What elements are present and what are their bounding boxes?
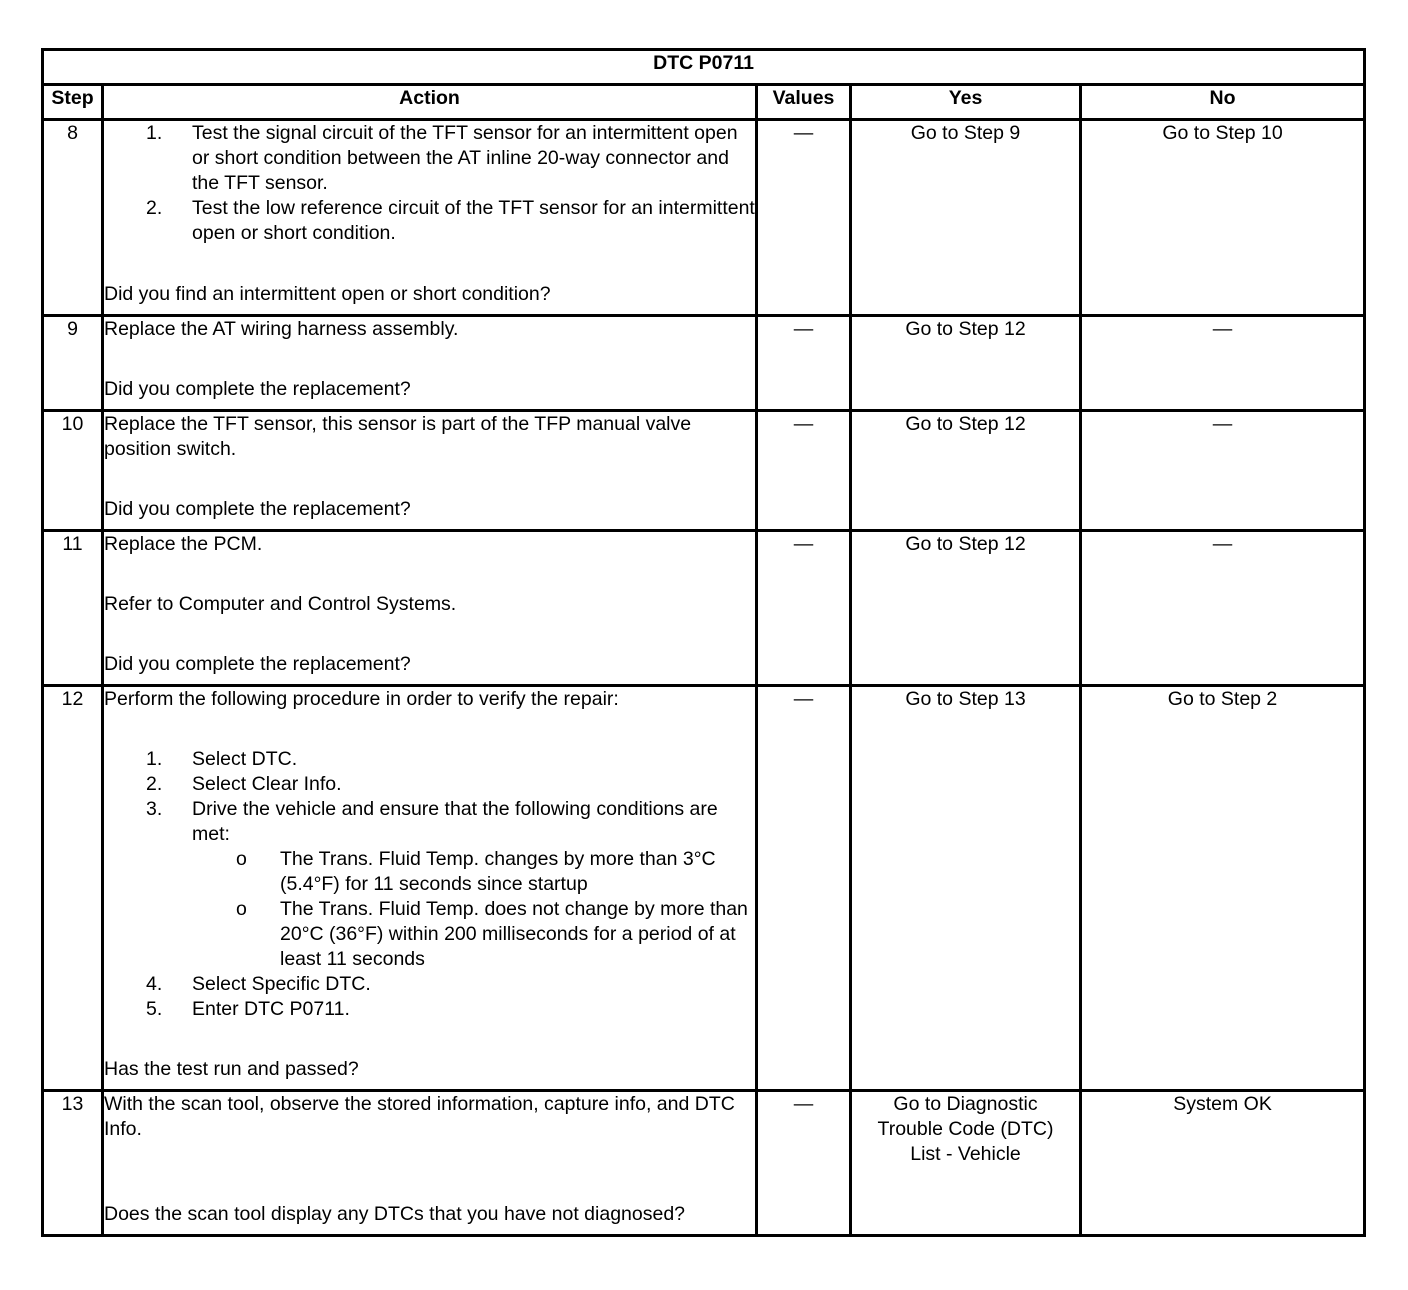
action-reference: Refer to Computer and Control Systems. <box>104 593 457 615</box>
list-item: 1. Select DTC. <box>146 748 298 770</box>
yes-cell: Go to Step 12 <box>851 411 1081 531</box>
action-question: Did you find an intermittent open or short condition? <box>104 283 551 305</box>
table-row <box>43 531 1365 686</box>
action-cell <box>103 316 757 411</box>
action-cell <box>103 686 757 1091</box>
header-yes: Yes <box>851 85 1081 120</box>
header-action: Action <box>103 85 757 120</box>
values-cell: — <box>757 316 851 411</box>
list-item: 1. Test the signal circuit of the TFT sensor for an intermittent open or short condition between the AT inline 20-way connector and the TFT sensor. <box>146 122 738 194</box>
no-cell: Go to Step 2 <box>1081 686 1365 1091</box>
action-text: Replace the PCM. <box>104 533 263 555</box>
action-cell <box>103 120 757 316</box>
table-title: DTC P0711 <box>43 50 1365 85</box>
header-values: Values <box>757 85 851 120</box>
action-list <box>104 121 755 246</box>
step-number: 10 <box>43 411 103 531</box>
header-no: No <box>1081 85 1365 120</box>
values-cell: — <box>757 411 851 531</box>
action-question: Did you complete the replacement? <box>104 653 411 675</box>
table-row <box>43 411 1365 531</box>
action-text: Replace the TFT sensor, this sensor is part of the TFP manual valve position switch. <box>104 413 692 460</box>
action-cell <box>103 411 757 531</box>
list-item: 3. Drive the vehicle and ensure that the following conditions are met: o The Trans. Fluid Temp. changes by more than 3°C (5.4°F) for 11 seconds since startup o The Trans. Fluid Temp. does not change by more than 20°C (36°F) within 200 milliseconds for a period of at least 11 seconds <box>104 797 755 972</box>
step-number: 8 <box>43 120 103 316</box>
yes-cell: Go to Step 12 <box>851 531 1081 686</box>
no-cell: — <box>1081 316 1365 411</box>
header-step: Step <box>43 85 103 120</box>
list-item: 2. Select Clear Info. <box>146 773 342 795</box>
no-cell: System OK <box>1081 1091 1365 1236</box>
no-cell: — <box>1081 411 1365 531</box>
action-question: Did you complete the replacement? <box>104 498 411 520</box>
action-cell <box>103 1091 757 1236</box>
dtc-table <box>41 48 1366 1237</box>
step-number: 11 <box>43 531 103 686</box>
action-list <box>104 747 755 1022</box>
step-number: 9 <box>43 316 103 411</box>
action-question: Has the test run and passed? <box>104 1058 359 1080</box>
yes-cell: Go to Step 13 <box>851 686 1081 1091</box>
action-text: With the scan tool, observe the stored information, capture info, and DTC Info. <box>104 1093 735 1140</box>
yes-cell: Go to Step 9 <box>851 120 1081 316</box>
values-cell: — <box>757 1091 851 1236</box>
table-row <box>43 1091 1365 1236</box>
values-cell: — <box>757 686 851 1091</box>
action-cell <box>103 531 757 686</box>
table-row <box>43 120 1365 316</box>
no-cell: — <box>1081 531 1365 686</box>
list-item: 2. Test the low reference circuit of the TFT sensor for an intermittent open or short condition. <box>146 197 755 244</box>
no-cell: Go to Step 10 <box>1081 120 1365 316</box>
table-row <box>43 686 1365 1091</box>
values-cell: — <box>757 531 851 686</box>
list-item: 5. Enter DTC P0711. <box>146 998 350 1020</box>
list-item: 4. Select Specific DTC. <box>146 973 371 995</box>
action-question: Did you complete the replacement? <box>104 378 411 400</box>
action-text: Replace the AT wiring harness assembly. <box>104 318 459 340</box>
action-question: Does the scan tool display any DTCs that you have not diagnosed? <box>104 1203 686 1225</box>
step-number: 13 <box>43 1091 103 1236</box>
table-row <box>43 316 1365 411</box>
yes-cell: Go to Step 12 <box>851 316 1081 411</box>
step-number: 12 <box>43 686 103 1091</box>
values-cell: — <box>757 120 851 316</box>
sub-list-item: o The Trans. Fluid Temp. does not change by more than 20°C (36°F) within 200 milliseconds for a period of at least 11 seconds <box>236 898 748 970</box>
sub-list-item: o The Trans. Fluid Temp. changes by more than 3°C (5.4°F) for 11 seconds since startup <box>236 848 716 895</box>
yes-cell: Go to Diagnostic Trouble Code (DTC) List - Vehicle <box>851 1091 1081 1236</box>
action-intro: Perform the following procedure in order to verify the repair: <box>104 688 619 710</box>
sub-list <box>104 847 755 972</box>
